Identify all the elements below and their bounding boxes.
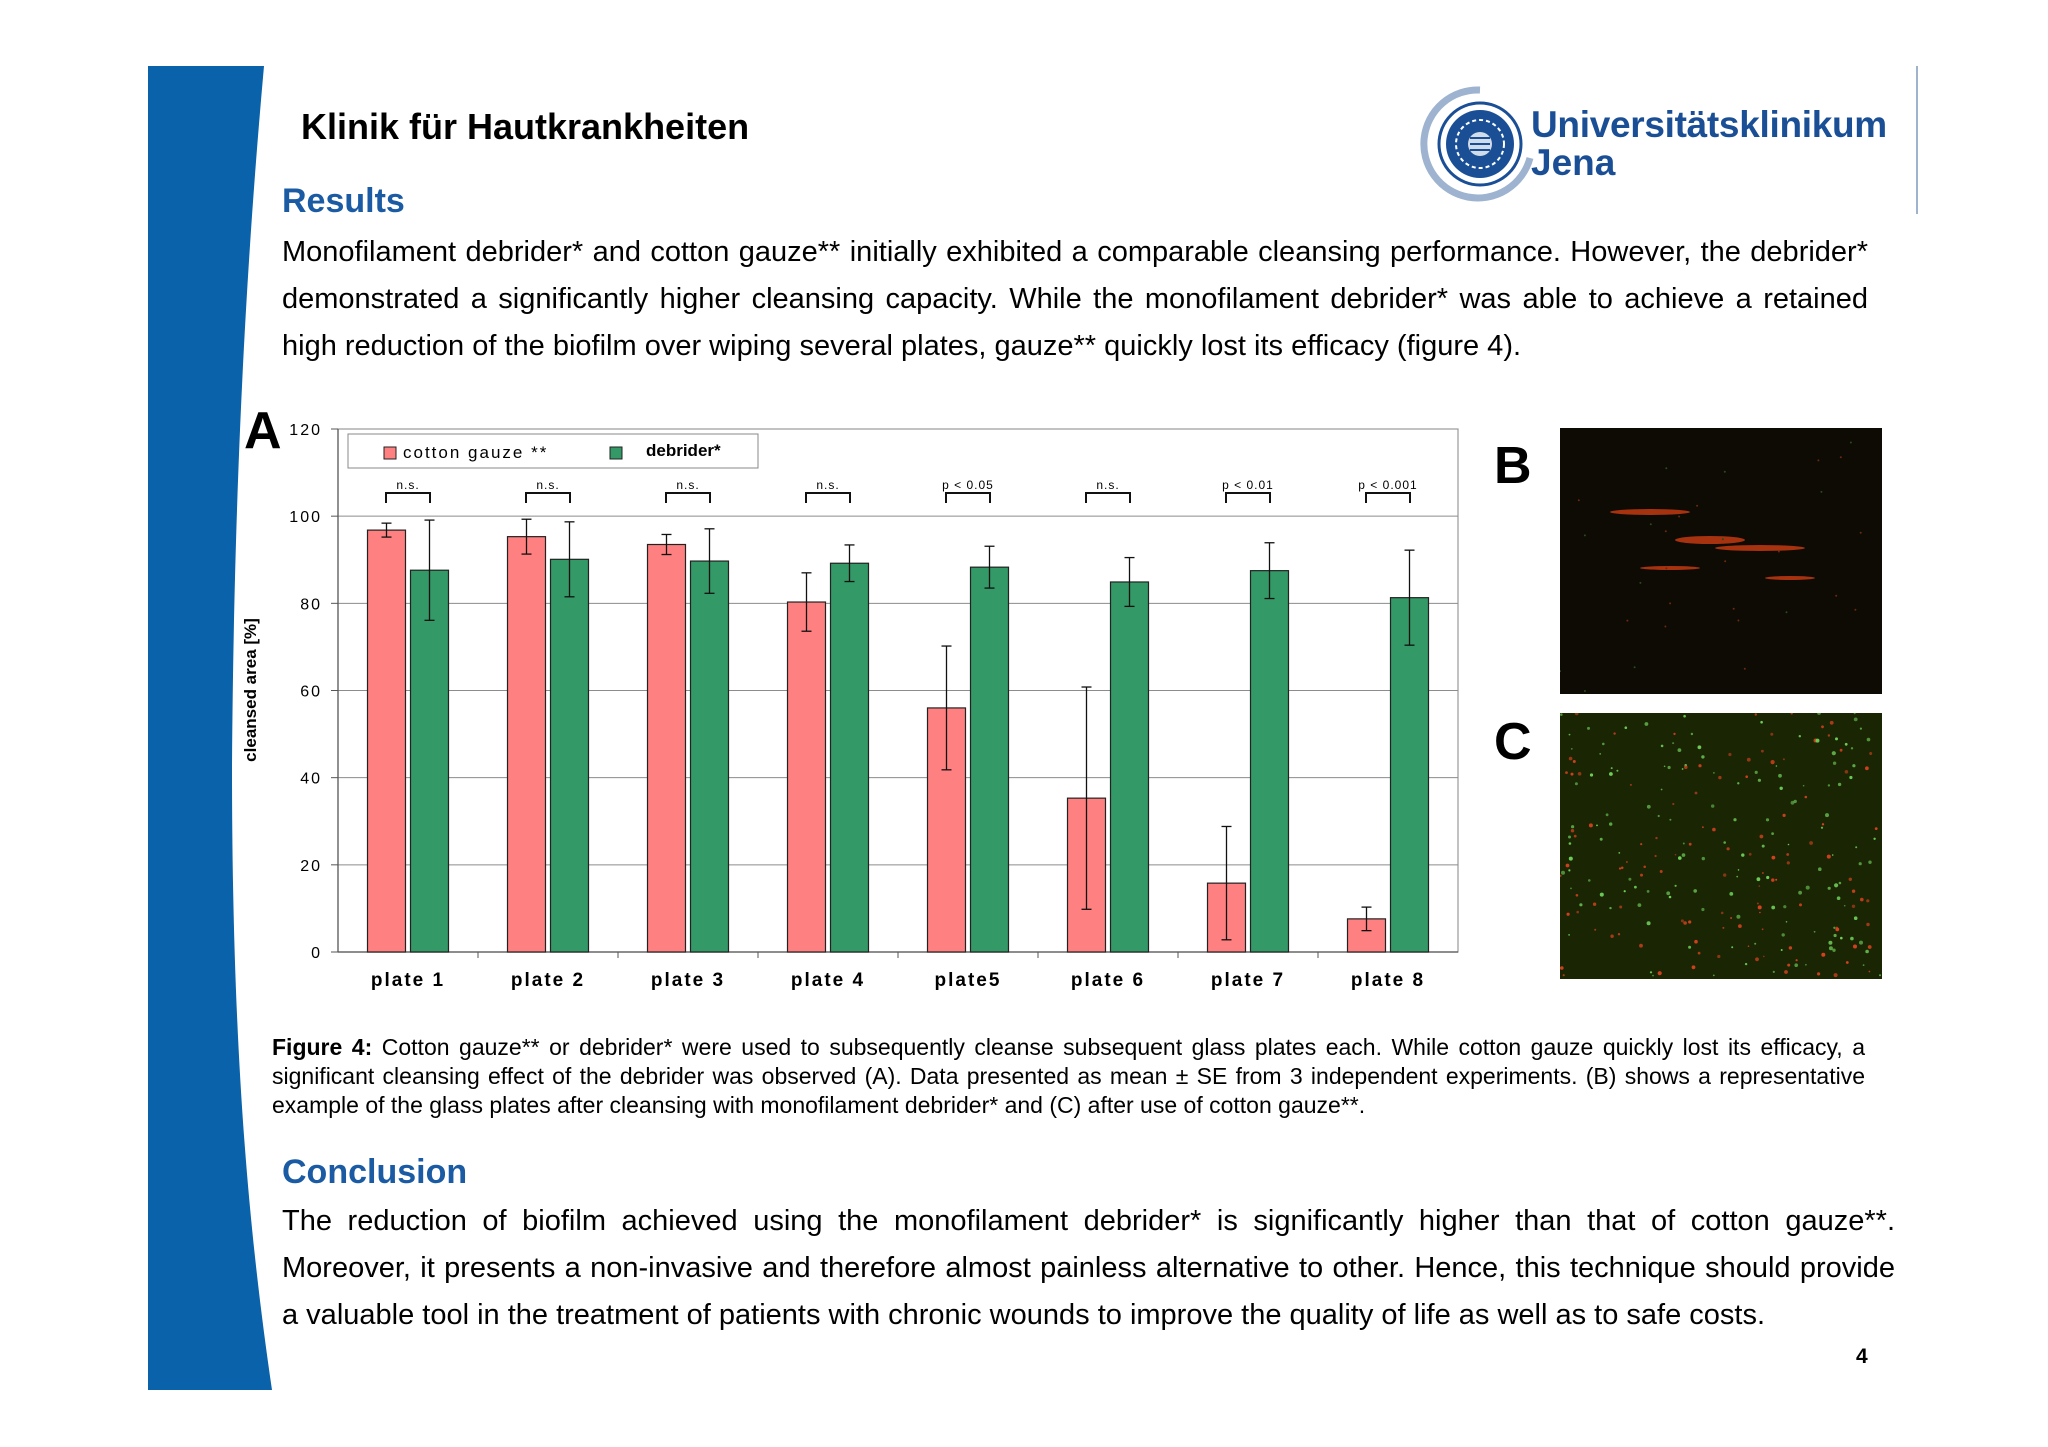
significance-label: n.s.	[396, 478, 420, 492]
x-tick-label: plate 8	[1350, 970, 1426, 991]
significance-label: n.s.	[1096, 478, 1120, 492]
y-axis-label: cleansed area [%]	[241, 618, 260, 762]
significance-label: p < 0.05	[942, 478, 994, 492]
university-seal-icon	[1418, 86, 1536, 202]
clinic-title: Klinik für Hautkrankheiten	[301, 106, 750, 147]
conclusion-heading: Conclusion	[282, 1153, 468, 1191]
x-tick-label: plate5	[934, 970, 1002, 991]
significance-label: n.s.	[536, 478, 560, 492]
header-divider	[1916, 66, 1918, 214]
bar-debrider	[411, 570, 449, 952]
page-number: 4	[1856, 1345, 1868, 1368]
bar-cotton-gauze	[508, 537, 546, 952]
x-tick-label: plate 7	[1210, 970, 1286, 991]
logo-text-line1: Universitätsklinikum	[1531, 104, 1887, 145]
bar-debrider	[1111, 582, 1149, 952]
y-tick-label: 120	[289, 422, 322, 439]
figure-caption-text: Cotton gauze** or debrider* were used to subsequently cleanse subsequent glass plates each. While cotton gauze quickly lost its efficacy, a significant cleansing effect of the debrider was observed (A). Data presented as mean ± SE from 3 independent experiments. (B) shows a representative example of the glass plates after cleansing with monofilament debrider* and (C) after use of cotton gauze**.	[272, 1034, 1865, 1118]
x-tick-label: plate 2	[510, 970, 586, 991]
bar-debrider	[831, 563, 869, 952]
y-tick-label: 80	[300, 596, 322, 614]
x-tick-label: plate 6	[1070, 970, 1146, 991]
conclusion-paragraph: The reduction of biofilm achieved using the monofilament debrider* is significantly higher than that of cotton gauze**. Moreover, it presents a non-invasive and therefore almost painless alternative to other. Hence, this technique should provide a valuable tool in the treatment of patients with chronic wounds to improve the quality of life as well as to safe costs.	[282, 1205, 1895, 1331]
bar-cotton-gauze	[368, 530, 406, 952]
figure-caption-label: Figure 4:	[272, 1034, 373, 1060]
x-tick-label: plate 1	[370, 970, 446, 991]
bar-debrider	[551, 559, 589, 952]
micrograph-gauze	[1560, 713, 1882, 979]
bar-debrider	[1391, 598, 1429, 952]
bar-chart	[228, 400, 1468, 1000]
plot-area	[289, 422, 1458, 991]
bar-cotton-gauze	[788, 602, 826, 952]
y-tick-label: 40	[300, 770, 322, 788]
significance-label: n.s.	[676, 478, 700, 492]
significance-label: n.s.	[816, 478, 840, 492]
y-tick-label: 0	[311, 945, 322, 962]
y-tick-label: 60	[300, 683, 322, 701]
results-paragraph: Monofilament debrider* and cotton gauze** initially exhibited a comparable cleansing performance. However, the debrider* demonstrated a significantly higher cleansing capacity. While the monofilament debrider* was able to achieve a retained high reduction of the biofilm over wiping several plates, gauze** quickly lost its efficacy (figure 4).	[282, 236, 1868, 362]
y-tick-label: 100	[289, 509, 322, 527]
university-logo	[1418, 86, 1887, 202]
results-heading: Results	[282, 182, 405, 220]
legend-label-cotton-gauze: cotton gauze **	[403, 443, 549, 462]
panel-label-a: A	[244, 402, 282, 460]
legend-swatch-debrider	[610, 447, 622, 459]
x-tick-label: plate 3	[650, 970, 726, 991]
logo-text-line2: Jena	[1531, 142, 1616, 183]
y-tick-label: 20	[300, 857, 322, 875]
significance-label: p < 0.01	[1222, 478, 1274, 492]
bar-debrider	[971, 567, 1009, 952]
legend-label-debrider: debrider*	[646, 441, 721, 460]
significance-label: p < 0.001	[1358, 478, 1418, 492]
x-tick-label: plate 4	[790, 970, 866, 991]
panel-label-b: B	[1494, 437, 1532, 495]
figure-caption	[272, 1033, 1865, 1120]
micrograph-debrider	[1560, 428, 1882, 694]
legend-swatch-cotton-gauze	[384, 447, 396, 459]
bar-debrider	[1251, 571, 1289, 952]
panel-label-c: C	[1494, 713, 1532, 771]
bar-cotton-gauze	[648, 544, 686, 952]
bar-debrider	[691, 561, 729, 952]
